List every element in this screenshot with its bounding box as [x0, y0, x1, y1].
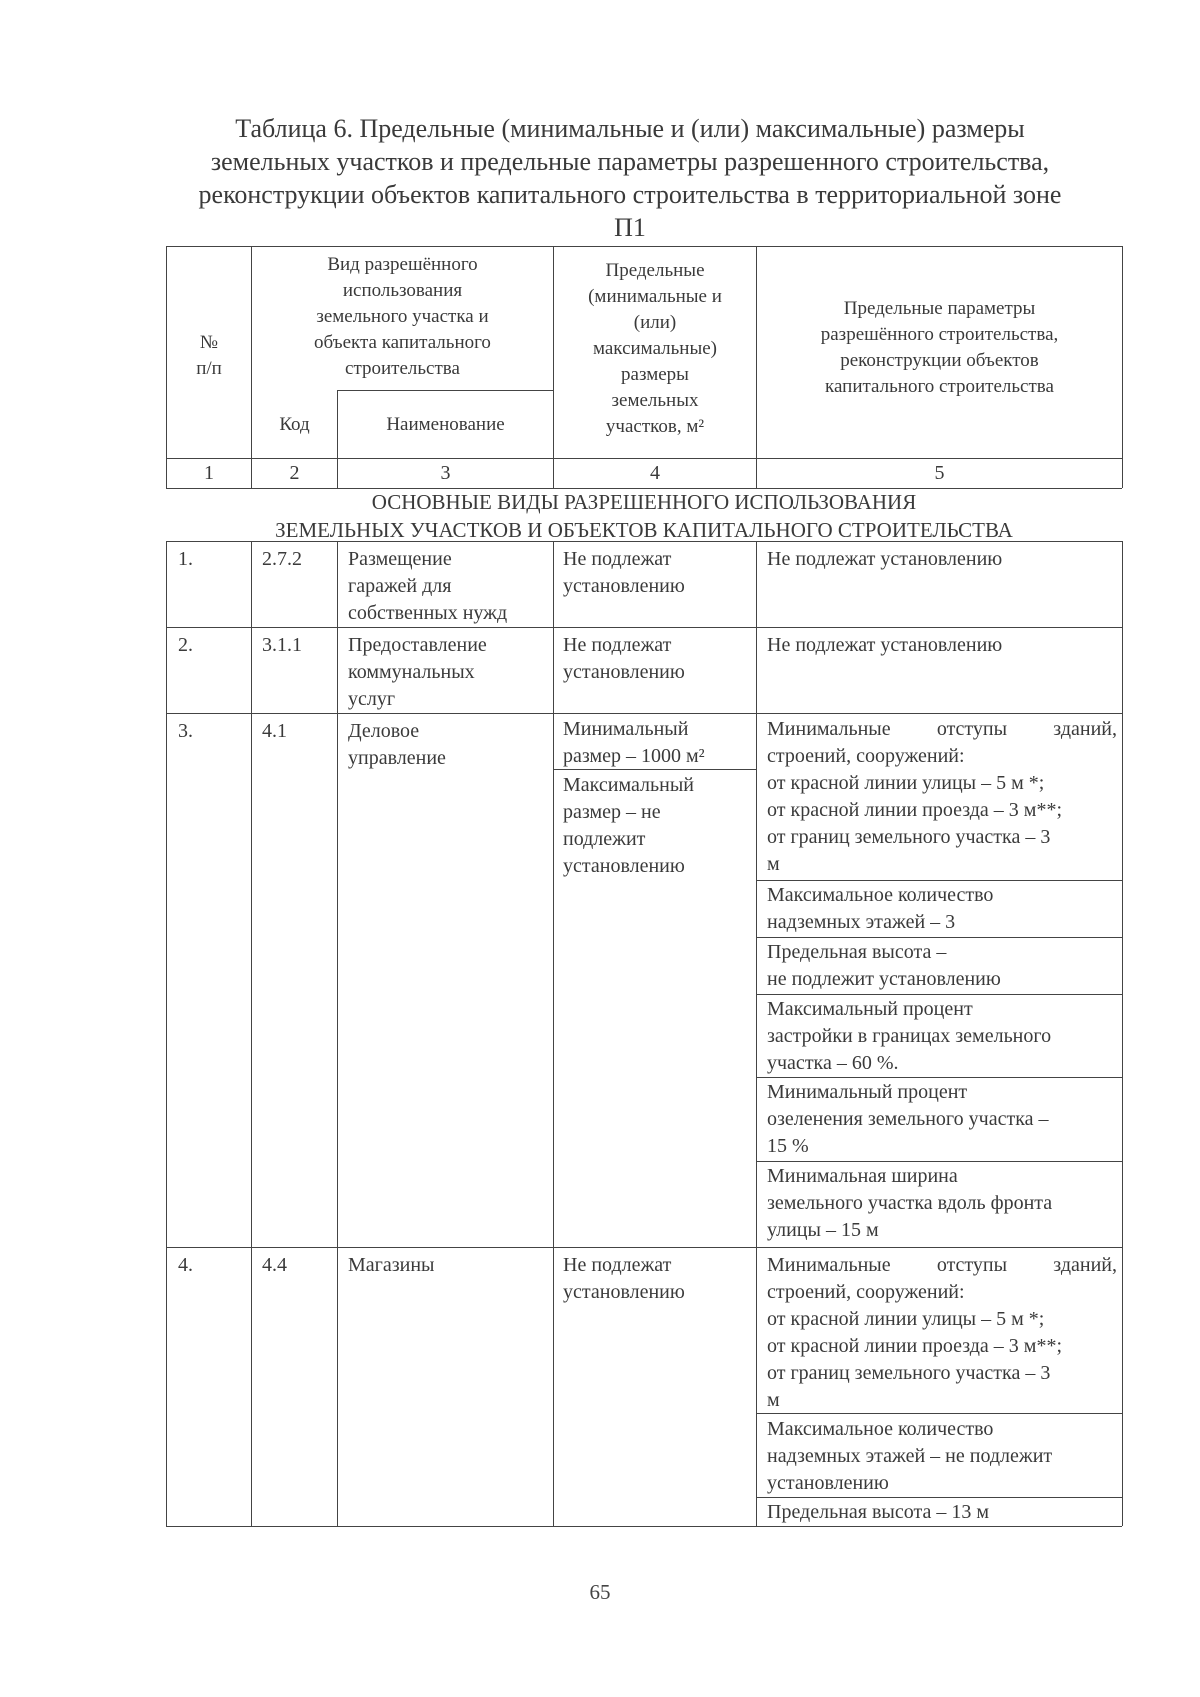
param-line: Минимальные отступы зданий,: [767, 1254, 1117, 1276]
param-line: Максимальное количество: [767, 1418, 994, 1440]
row3-param-divider: [756, 1077, 1122, 1078]
header-size-cell: [554, 258, 756, 440]
header-code-cell: Код: [279, 414, 310, 435]
row3-param-divider: [756, 880, 1122, 881]
header-line: Вид разрешённого: [327, 254, 478, 275]
header-line: №: [199, 332, 219, 353]
row-name: [348, 718, 446, 772]
row-number: 1.: [178, 548, 193, 570]
row-name: [348, 632, 487, 713]
row3-param-divider: [756, 1161, 1122, 1162]
param-line: строений, сооружений:: [767, 1281, 965, 1303]
row2-bottom-line: [166, 713, 1122, 714]
param-line: от красной линии улицы – 5 м *;: [767, 1308, 1045, 1330]
header-line: реконструкции объектов: [840, 350, 1039, 371]
header-line: объекта капитального: [314, 332, 491, 353]
column-number: 5: [934, 462, 945, 484]
param-min-greenery: [767, 1079, 1048, 1160]
table-border-top: [166, 246, 1122, 247]
row-size-line: подлежит: [563, 828, 646, 850]
column-number: 2: [289, 462, 300, 484]
title-line: Таблица 6. Предельные (минимальные и (или) максимальные) размеры: [235, 114, 1025, 143]
section-heading-line: ЗЕМЕЛЬНЫХ УЧАСТКОВ И ОБЪЕКТОВ КАПИТАЛЬНОГО СТРОИТЕЛЬСТВА: [275, 518, 1013, 542]
header-line: участков, м²: [605, 416, 705, 437]
row-code: 2.7.2: [262, 548, 302, 570]
param-setbacks: [767, 1252, 1117, 1414]
row-size-line: Не подлежат: [563, 1254, 672, 1276]
row3-bottom-line: [166, 1247, 1122, 1248]
section-heading: [168, 488, 1120, 544]
row-size-line: Максимальный: [563, 774, 694, 796]
row-size-line: установлению: [563, 575, 685, 597]
row-param: Не подлежат установлению: [767, 634, 1003, 656]
header-line: использования: [342, 280, 463, 301]
param-max-coverage: [767, 996, 1051, 1077]
param-line: Максимальный процент: [767, 998, 973, 1020]
param-line: строений, сооружений:: [767, 745, 965, 767]
column-number: 3: [440, 462, 451, 484]
param-line: озеленения земельного участка –: [767, 1108, 1049, 1130]
row3-param-divider: [756, 994, 1122, 995]
header-number-cell: [167, 330, 251, 382]
param-line: от границ земельного участка – 3: [767, 826, 1051, 848]
row-size-line: установлению: [563, 661, 685, 683]
param-setbacks: [767, 716, 1117, 878]
param-max-floors: [767, 882, 993, 936]
param-line: от красной линии улицы – 5 м *;: [767, 772, 1045, 794]
param-line: Минимальная ширина: [767, 1165, 958, 1187]
param-line: не подлежит установлению: [767, 968, 1001, 990]
row-code: 4.1: [262, 720, 287, 742]
page-number: 65: [589, 1580, 611, 1604]
table-border-right: [1122, 246, 1123, 488]
row-size-max: [563, 772, 694, 880]
header-line: разрешённого строительства,: [820, 324, 1059, 345]
row-size: [563, 1252, 685, 1306]
param-min-frontage: [767, 1163, 1052, 1244]
row-param: Не подлежат установлению: [767, 548, 1003, 570]
param-line: улицы – 15 м: [767, 1219, 879, 1241]
param-line: установлению: [767, 1472, 889, 1494]
column-number: 4: [650, 462, 660, 484]
column-number: 1: [204, 462, 214, 484]
row-name-line: коммунальных: [348, 661, 475, 683]
row-size-line: размер – не: [563, 801, 661, 823]
param-line: участка – 60 %.: [767, 1052, 899, 1074]
row-name-line: Размещение: [348, 548, 452, 570]
row-size: [563, 632, 685, 686]
row-name-line: Предоставление: [348, 634, 487, 656]
header-line: (или): [633, 312, 677, 333]
table-border-left: [166, 541, 167, 1526]
row-name-line: гаражей для: [348, 575, 452, 597]
param-line: Предельная высота – 13 м: [767, 1501, 990, 1523]
header-line: Предельные параметры: [843, 298, 1036, 319]
param-line: от красной линии проезда – 3 м**;: [767, 1335, 1063, 1357]
section-heading-line: ОСНОВНЫЕ ВИДЫ РАЗРЕШЕННОГО ИСПОЛЬЗОВАНИЯ: [371, 490, 917, 514]
row-name-line: услуг: [348, 688, 396, 710]
column-divider: [337, 541, 338, 1526]
header-subdivider: [337, 390, 553, 391]
row-size: [563, 546, 685, 600]
param-line: застройки в границах земельного: [767, 1025, 1052, 1047]
row3-param-divider: [756, 937, 1122, 938]
row-size-line: установлению: [563, 855, 685, 877]
row-size-line: Не подлежат: [563, 634, 672, 656]
param-line: Предельная высота –: [767, 941, 947, 963]
header-line: земельных: [611, 390, 699, 411]
row-name-line: Деловое: [348, 720, 420, 742]
header-line: размеры: [621, 364, 689, 385]
table-border-right: [1122, 541, 1123, 1526]
row-code: 4.4: [262, 1254, 287, 1276]
header-params-cell: [757, 296, 1122, 400]
param-line: 15 %: [767, 1135, 809, 1157]
header-line: Предельные: [605, 260, 705, 281]
param-line: Максимальное количество: [767, 884, 994, 906]
header-line: (минимальные и: [588, 286, 722, 307]
title-line: П1: [614, 213, 646, 242]
title-line: реконструкции объектов капитального строительства в территориальной зоне: [198, 180, 1062, 209]
param-line: земельного участка вдоль фронта: [767, 1192, 1053, 1214]
param-line: надземных этажей – не подлежит: [767, 1445, 1053, 1467]
param-line: Минимальные отступы зданий,: [767, 718, 1117, 740]
header-line: капитального строительства: [825, 376, 1054, 397]
row-size-line: Минимальный: [563, 718, 689, 740]
row-name-line: собственных нужд: [348, 602, 508, 624]
row-size-line: Не подлежат: [563, 548, 672, 570]
param-line: м: [767, 853, 780, 875]
param-max-height: [767, 1499, 989, 1526]
row4-param-divider: [756, 1497, 1122, 1498]
param-max-height: [767, 939, 1001, 993]
row-name: [348, 546, 507, 627]
column-divider: [756, 541, 757, 1526]
row-name-line: Магазины: [348, 1254, 435, 1276]
table-title: [130, 112, 1130, 244]
title-line: земельных участков и предельные параметры разрешенного строительства,: [210, 147, 1050, 176]
row-size-min: [563, 716, 705, 770]
header-line: земельного участка и: [316, 306, 489, 327]
row-size-line: установлению: [563, 1281, 685, 1303]
row-name-line: управление: [348, 747, 446, 769]
row-number: 2.: [178, 634, 193, 656]
param-line: надземных этажей – 3: [767, 911, 956, 933]
table-border-bottom: [166, 1526, 1122, 1527]
row-number: 4.: [178, 1254, 193, 1276]
header-bottom-line: [166, 458, 1122, 459]
header-name-cell: Наименование: [386, 414, 505, 435]
param-line: м: [767, 1389, 780, 1411]
row-name: [348, 1252, 434, 1279]
row-size-line: размер – 1000 м²: [563, 745, 705, 767]
column-divider: [251, 541, 252, 1526]
param-max-floors: [767, 1416, 1052, 1497]
row-number: 3.: [178, 720, 193, 742]
param-line: от границ земельного участка – 3: [767, 1362, 1051, 1384]
row-code: 3.1.1: [262, 634, 302, 656]
header-line: максимальные): [592, 338, 718, 359]
param-line: Минимальный процент: [767, 1081, 968, 1103]
header-use-type-cell: [252, 252, 553, 382]
param-line: от красной линии проезда – 3 м**;: [767, 799, 1063, 821]
column-divider: [553, 541, 554, 1526]
header-line: п/п: [196, 358, 222, 379]
header-line: строительства: [345, 358, 460, 379]
row1-bottom-line: [166, 627, 1122, 628]
